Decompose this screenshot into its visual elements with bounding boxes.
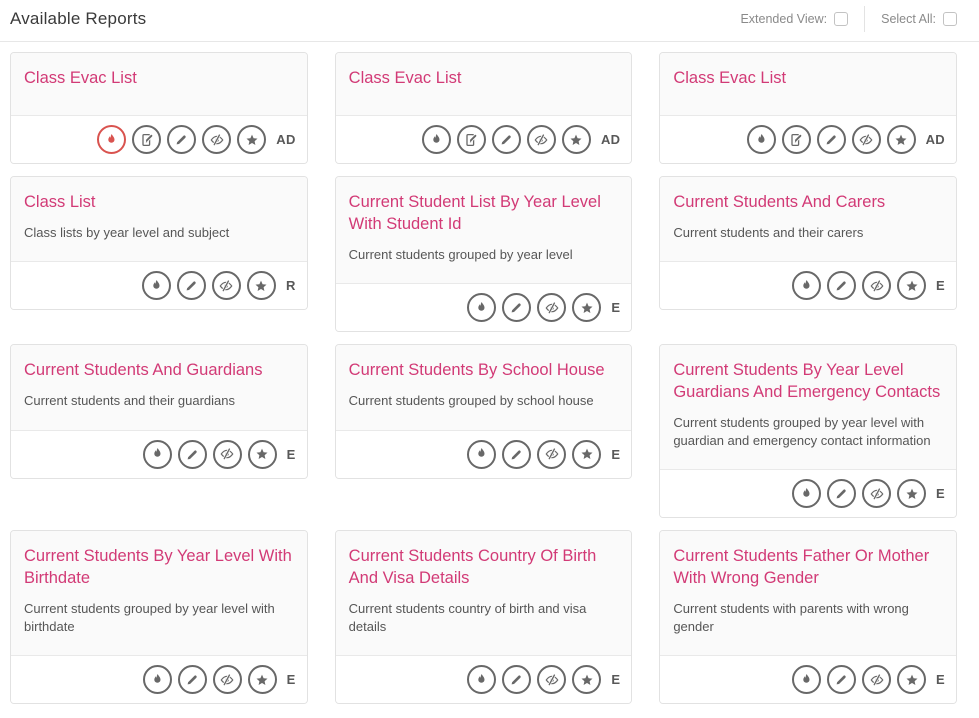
report-card xyxy=(335,530,633,704)
pencil-icon xyxy=(835,279,848,292)
pencil-button[interactable] xyxy=(817,125,846,154)
star-icon xyxy=(254,279,268,293)
page-header xyxy=(0,0,979,42)
star-icon xyxy=(255,447,269,461)
eye-hidden-icon xyxy=(219,279,233,293)
flame-button[interactable] xyxy=(467,440,496,469)
report-card-footer xyxy=(660,116,956,163)
header-controls xyxy=(740,6,957,32)
report-title-link[interactable]: Current Students And Carers xyxy=(673,193,886,211)
eye-hidden-button[interactable] xyxy=(527,125,556,154)
report-title-link[interactable]: Current Students By Year Level With Birthdate xyxy=(24,547,292,588)
star-button[interactable] xyxy=(572,293,601,322)
pencil-button[interactable] xyxy=(827,665,856,694)
pencil-button[interactable] xyxy=(827,271,856,300)
pencil-icon xyxy=(835,487,848,500)
edit-document-button[interactable] xyxy=(782,125,811,154)
report-access-code: E xyxy=(611,300,621,316)
flame-icon xyxy=(800,487,813,501)
flame-button[interactable] xyxy=(467,293,496,322)
star-icon xyxy=(905,487,919,501)
report-card xyxy=(659,344,957,518)
report-card xyxy=(659,176,957,310)
report-card-header xyxy=(660,531,956,656)
flame-icon xyxy=(151,447,164,461)
edit-document-button[interactable] xyxy=(457,125,486,154)
edit-document-icon xyxy=(140,133,154,147)
report-card xyxy=(10,52,308,164)
report-card-header xyxy=(336,177,632,284)
report-description: Class lists by year level and subject xyxy=(24,224,230,240)
report-access-code: E xyxy=(936,672,945,688)
flame-button[interactable] xyxy=(143,665,172,694)
pencil-button[interactable] xyxy=(502,665,531,694)
report-title-link[interactable]: Class Evac List xyxy=(348,69,462,87)
report-card-footer xyxy=(336,656,632,703)
edit-document-button[interactable] xyxy=(132,125,161,154)
flame-button[interactable] xyxy=(792,665,821,694)
star-icon xyxy=(245,133,259,147)
eye-hidden-button[interactable] xyxy=(202,125,231,154)
report-card-header xyxy=(11,531,307,656)
report-card-footer xyxy=(660,262,956,309)
flame-icon xyxy=(475,447,488,461)
report-title-link[interactable]: Current Students By Year Level Guardians And Emergency Contacts xyxy=(673,361,941,402)
report-description: Current students and their guardians xyxy=(24,393,236,409)
report-title-link[interactable]: Current Students And Guardians xyxy=(24,361,263,380)
eye-hidden-button[interactable] xyxy=(852,125,881,154)
report-description: Current students grouped by year level with guardian and emergency contact information xyxy=(673,415,931,448)
report-access-code: R xyxy=(285,278,296,294)
report-card xyxy=(335,52,633,164)
report-access-code: AD xyxy=(600,132,621,147)
pencil-icon xyxy=(825,133,838,146)
report-access-code: E xyxy=(611,672,621,688)
eye-hidden-icon xyxy=(210,133,224,147)
star-button[interactable] xyxy=(887,125,916,154)
star-button[interactable] xyxy=(248,440,277,469)
extended-view-control xyxy=(740,12,848,26)
report-title-link[interactable]: Current Student List By Year Level With Student Id xyxy=(348,193,601,233)
star-button[interactable] xyxy=(897,665,926,694)
flame-icon xyxy=(475,301,488,315)
eye-hidden-button[interactable] xyxy=(213,440,242,469)
extended-view-label: Extended View: xyxy=(740,12,828,26)
eye-hidden-button[interactable] xyxy=(862,665,891,694)
report-title-link[interactable]: Class List xyxy=(24,193,96,211)
flame-icon xyxy=(475,673,488,687)
select-all-checkbox[interactable] xyxy=(943,12,957,26)
report-card-footer xyxy=(336,116,632,163)
flame-icon xyxy=(150,279,163,293)
report-card xyxy=(659,52,957,164)
flame-button[interactable] xyxy=(747,125,776,154)
report-access-code: E xyxy=(286,446,296,462)
report-card-footer xyxy=(11,262,307,309)
pencil-icon xyxy=(510,673,523,686)
flame-button[interactable] xyxy=(792,271,821,300)
report-description: Current students grouped by year level xyxy=(348,246,573,262)
eye-hidden-button[interactable] xyxy=(537,293,566,322)
report-card-header xyxy=(336,531,632,656)
star-icon xyxy=(905,673,919,687)
flame-icon xyxy=(755,133,768,147)
star-button[interactable] xyxy=(248,665,277,694)
report-card-header xyxy=(660,53,956,116)
pencil-icon xyxy=(186,448,199,461)
pencil-button[interactable] xyxy=(178,665,207,694)
flame-button[interactable] xyxy=(143,440,172,469)
flame-icon xyxy=(105,133,118,147)
star-button[interactable] xyxy=(897,479,926,508)
flame-button[interactable] xyxy=(97,125,126,154)
report-description: Current students country of birth and visa details xyxy=(348,601,587,634)
flame-button[interactable] xyxy=(422,125,451,154)
report-title-link[interactable]: Class Evac List xyxy=(673,69,787,87)
eye-hidden-icon xyxy=(870,279,884,293)
pencil-button[interactable] xyxy=(502,440,531,469)
eye-hidden-icon xyxy=(859,133,873,147)
report-title-link[interactable]: Class Evac List xyxy=(24,69,137,87)
star-icon xyxy=(580,673,594,687)
flame-icon xyxy=(800,673,813,687)
report-card xyxy=(10,530,308,704)
eye-hidden-button[interactable] xyxy=(862,479,891,508)
report-card xyxy=(335,344,633,478)
select-all-control xyxy=(881,12,957,26)
report-access-code: E xyxy=(286,672,296,688)
report-description: Current students with parents with wrong gender xyxy=(673,601,909,634)
report-card-footer xyxy=(660,470,956,517)
eye-hidden-button[interactable] xyxy=(537,440,566,469)
star-icon xyxy=(580,301,594,315)
eye-hidden-icon xyxy=(220,673,234,687)
pencil-button[interactable] xyxy=(178,440,207,469)
report-description: Current students and their carers xyxy=(673,224,864,240)
eye-hidden-button[interactable] xyxy=(537,665,566,694)
eye-hidden-button[interactable] xyxy=(862,271,891,300)
pencil-button[interactable] xyxy=(492,125,521,154)
star-icon xyxy=(905,279,919,293)
flame-button[interactable] xyxy=(467,665,496,694)
pencil-icon xyxy=(185,279,198,292)
eye-hidden-button[interactable] xyxy=(212,271,241,300)
report-title-link[interactable]: Current Students Father Or Mother With Wrong Gender xyxy=(673,547,930,588)
pencil-button[interactable] xyxy=(827,479,856,508)
star-button[interactable] xyxy=(572,665,601,694)
report-card-header xyxy=(660,345,956,470)
report-access-code: E xyxy=(611,446,621,462)
report-card-header xyxy=(336,53,632,116)
eye-hidden-icon xyxy=(545,301,559,315)
report-access-code: AD xyxy=(276,132,296,147)
report-card-header xyxy=(336,345,632,430)
edit-document-icon xyxy=(464,133,478,147)
report-description: Current students grouped by year level with birthdate xyxy=(24,601,275,634)
pencil-icon xyxy=(500,133,513,146)
reports-grid xyxy=(0,42,979,718)
pencil-icon xyxy=(835,673,848,686)
report-card xyxy=(335,176,633,332)
pencil-icon xyxy=(510,448,523,461)
eye-hidden-icon xyxy=(545,673,559,687)
flame-icon xyxy=(430,133,443,147)
report-access-code: E xyxy=(936,486,945,502)
report-card-footer xyxy=(11,431,307,478)
report-card-footer xyxy=(336,284,632,331)
star-button[interactable] xyxy=(247,271,276,300)
controls-divider xyxy=(864,6,865,32)
report-card-header xyxy=(11,177,307,262)
report-card-footer xyxy=(11,116,307,163)
star-icon xyxy=(894,133,908,147)
pencil-button[interactable] xyxy=(177,271,206,300)
eye-hidden-icon xyxy=(534,133,548,147)
pencil-button[interactable] xyxy=(167,125,196,154)
eye-hidden-icon xyxy=(870,487,884,501)
star-button[interactable] xyxy=(572,440,601,469)
flame-button[interactable] xyxy=(142,271,171,300)
page-title: Available Reports xyxy=(10,9,147,28)
star-button[interactable] xyxy=(897,271,926,300)
report-title-link[interactable]: Current Students Country Of Birth And Visa Details xyxy=(348,547,597,588)
report-card-header xyxy=(11,53,307,116)
flame-button[interactable] xyxy=(792,479,821,508)
flame-icon xyxy=(151,673,164,687)
report-description: Current students grouped by school house xyxy=(348,393,594,409)
star-button[interactable] xyxy=(562,125,591,154)
report-access-code: AD xyxy=(925,132,945,147)
star-button[interactable] xyxy=(237,125,266,154)
pencil-icon xyxy=(175,133,188,146)
report-card xyxy=(659,530,957,704)
pencil-button[interactable] xyxy=(502,293,531,322)
report-card-header xyxy=(11,345,307,430)
pencil-icon xyxy=(186,673,199,686)
select-all-label: Select All: xyxy=(881,12,936,26)
eye-hidden-icon xyxy=(220,447,234,461)
report-card-header xyxy=(660,177,956,262)
eye-hidden-icon xyxy=(870,673,884,687)
report-card-footer xyxy=(11,656,307,703)
star-icon xyxy=(569,133,583,147)
eye-hidden-button[interactable] xyxy=(213,665,242,694)
edit-document-icon xyxy=(789,133,803,147)
pencil-icon xyxy=(510,301,523,314)
report-card xyxy=(10,344,308,478)
eye-hidden-icon xyxy=(545,447,559,461)
extended-view-checkbox[interactable] xyxy=(834,12,848,26)
report-card xyxy=(10,176,308,310)
report-access-code: E xyxy=(936,278,945,294)
report-card-footer xyxy=(336,431,632,478)
report-card-footer xyxy=(660,656,956,703)
report-title-link[interactable]: Current Students By School House xyxy=(348,361,605,380)
star-icon xyxy=(255,673,269,687)
star-icon xyxy=(580,447,594,461)
flame-icon xyxy=(800,279,813,293)
